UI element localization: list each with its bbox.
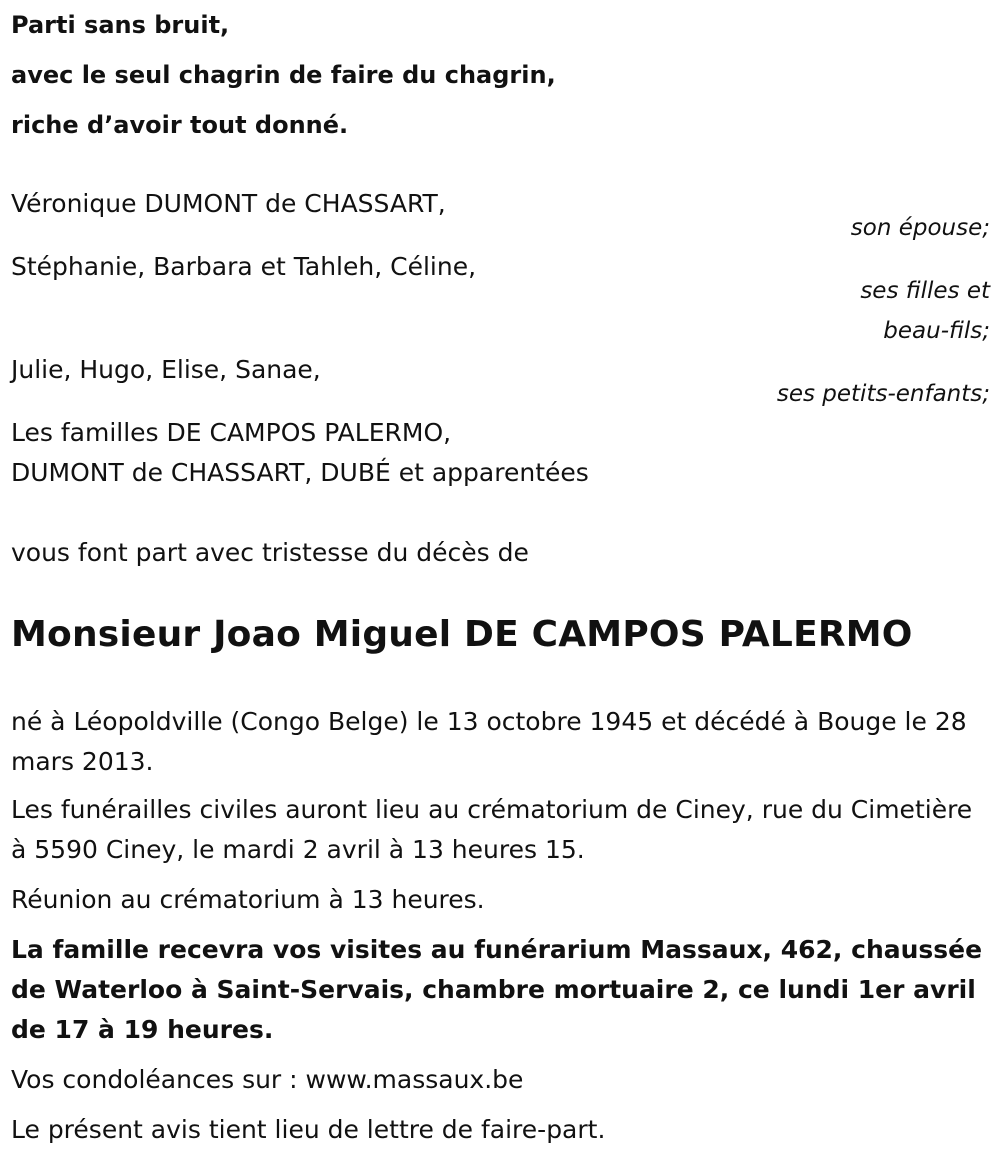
poem-line-3: riche d’avoir tout donné. — [11, 111, 349, 139]
visits-paragraph: La famille recevra vos visites au funérarium Massaux, 462, chaussée de Waterloo à Saint-Servais, chambre mortuaire 2, ce lundi 1er avril de 17 à 19 heures. — [11, 935, 983, 1044]
gathering-paragraph: Réunion au crématorium à 13 heures. — [11, 885, 485, 914]
poem-line-2: avec le seul chagrin de faire du chagrin, — [11, 61, 556, 89]
spouse-name: Véronique DUMONT de CHASSART, — [11, 189, 446, 218]
families-line-1: Les familles DE CAMPOS PALERMO, — [11, 418, 452, 447]
birth-death-paragraph: né à Léopoldville (Congo Belge) le 13 octobre 1945 et décédé à Bouge le 28 mars 2013. — [11, 707, 967, 776]
notice-paragraph: Le présent avis tient lieu de lettre de faire-part. — [11, 1115, 606, 1144]
funeral-paragraph: Les funérailles civiles auront lieu au crématorium de Ciney, rue du Cimetière à 5590 Ciney, le mardi 2 avril à 13 heures 15. — [11, 795, 973, 864]
daughters-role-line-2: beau-fils; — [883, 318, 990, 344]
families-line-2: DUMONT de CHASSART, DUBÉ et apparentées — [11, 458, 589, 487]
spouse-role: son épouse; — [850, 215, 990, 241]
poem-line-1: Parti sans bruit, — [11, 11, 230, 39]
daughters-role-line-1: ses filles et — [860, 278, 990, 304]
deceased-name-heading: Monsieur Joao Miguel DE CAMPOS PALERMO — [11, 614, 913, 655]
grandchildren-role: ses petits-enfants; — [776, 381, 990, 407]
daughters-names: Stéphanie, Barbara et Tahleh, Céline, — [11, 252, 477, 281]
announcement-text: vous font part avec tristesse du décès de — [11, 538, 529, 567]
condolences-paragraph: Vos condoléances sur : www.massaux.be — [11, 1065, 524, 1094]
grandchildren-names: Julie, Hugo, Elise, Sanae, — [11, 355, 321, 384]
